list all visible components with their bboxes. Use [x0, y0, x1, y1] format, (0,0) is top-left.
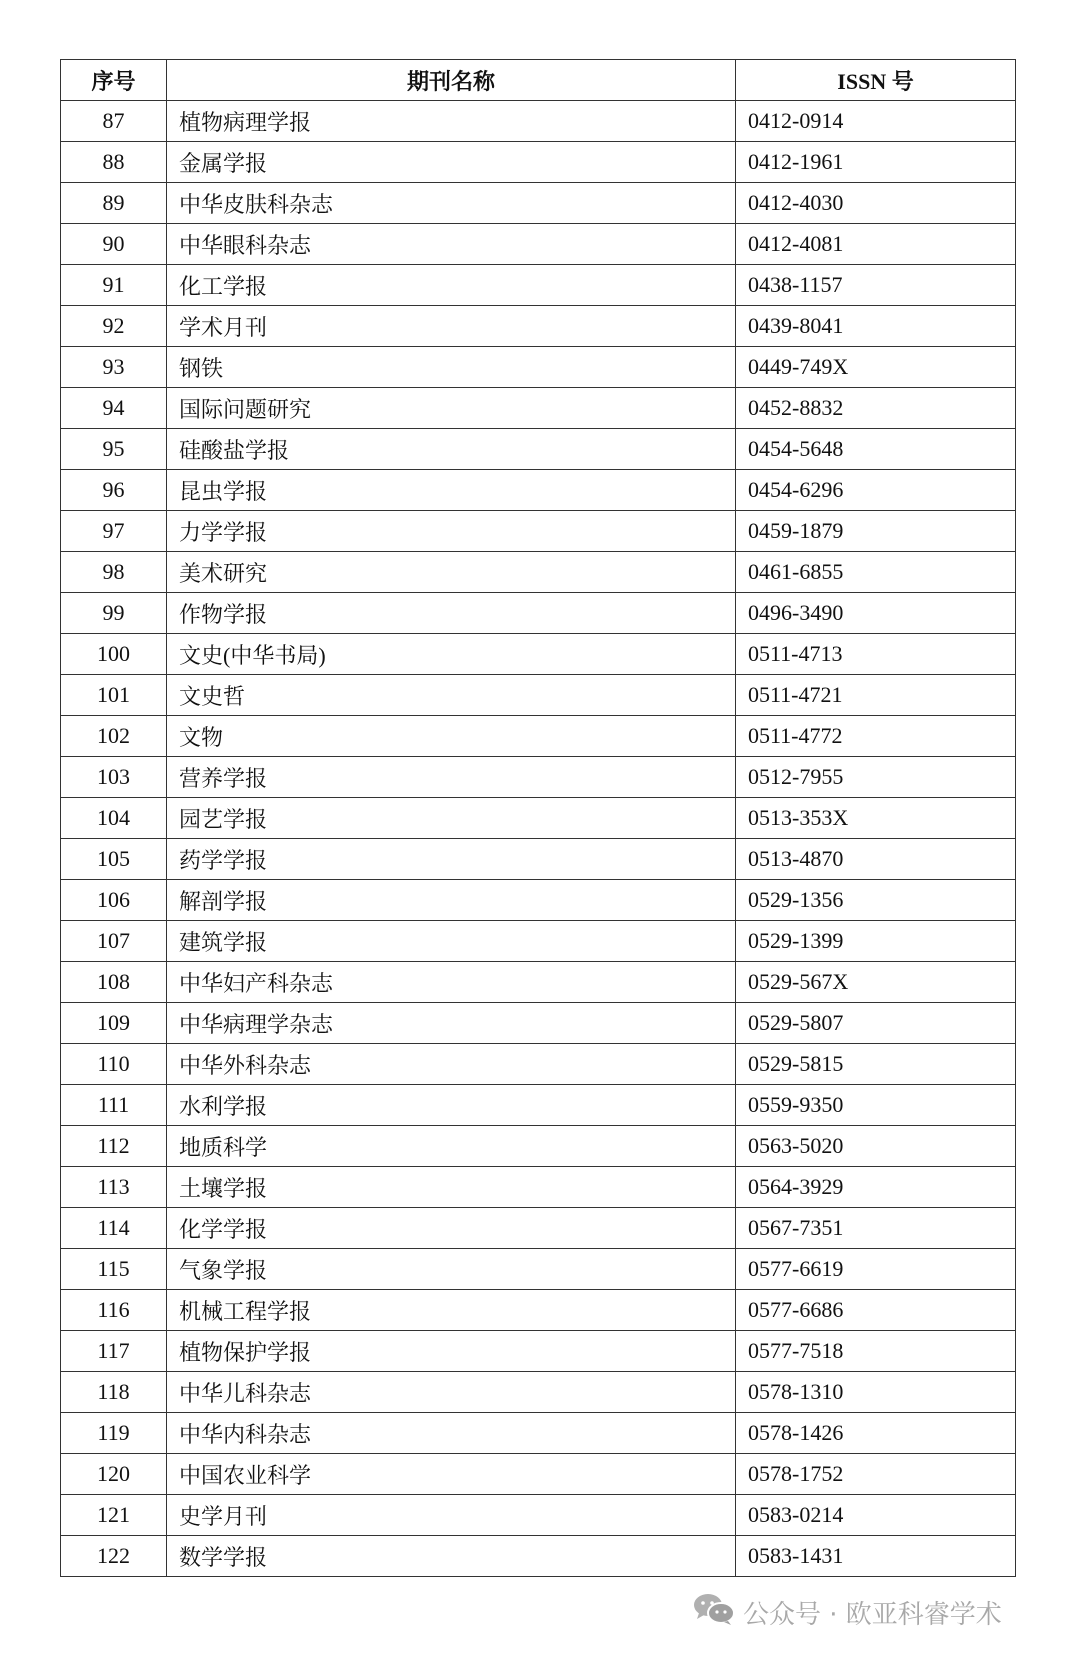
row-index: 116	[61, 1290, 167, 1331]
journal-name: 文史(中华书局)	[167, 634, 736, 675]
journal-name: 中国农业科学	[167, 1454, 736, 1495]
issn-value: 0496-3490	[736, 593, 1016, 634]
row-index: 87	[61, 101, 167, 142]
issn-value: 0459-1879	[736, 511, 1016, 552]
journal-name: 水利学报	[167, 1085, 736, 1126]
journal-name: 解剖学报	[167, 880, 736, 921]
row-index: 102	[61, 716, 167, 757]
table-row	[61, 716, 1016, 757]
table-row	[61, 1331, 1016, 1372]
table-row	[61, 1044, 1016, 1085]
issn-value: 0438-1157	[736, 265, 1016, 306]
issn-value: 0529-567X	[736, 962, 1016, 1003]
journal-name: 力学学报	[167, 511, 736, 552]
issn-value: 0559-9350	[736, 1085, 1016, 1126]
table-row	[61, 1372, 1016, 1413]
journal-name: 化学学报	[167, 1208, 736, 1249]
issn-value: 0512-7955	[736, 757, 1016, 798]
row-index: 104	[61, 798, 167, 839]
table-row	[61, 798, 1016, 839]
journal-name: 地质科学	[167, 1126, 736, 1167]
journal-name: 硅酸盐学报	[167, 429, 736, 470]
journal-name: 机械工程学报	[167, 1290, 736, 1331]
table-row	[61, 347, 1016, 388]
issn-value: 0529-5807	[736, 1003, 1016, 1044]
row-index: 110	[61, 1044, 167, 1085]
issn-value: 0412-4030	[736, 183, 1016, 224]
row-index: 119	[61, 1413, 167, 1454]
issn-value: 0511-4721	[736, 675, 1016, 716]
journal-name: 美术研究	[167, 552, 736, 593]
table-row	[61, 1290, 1016, 1331]
table-row	[61, 675, 1016, 716]
row-index: 92	[61, 306, 167, 347]
journal-name: 中华儿科杂志	[167, 1372, 736, 1413]
issn-value: 0439-8041	[736, 306, 1016, 347]
row-index: 90	[61, 224, 167, 265]
issn-value: 0564-3929	[736, 1167, 1016, 1208]
journal-name: 园艺学报	[167, 798, 736, 839]
issn-value: 0511-4713	[736, 634, 1016, 675]
table-row	[61, 142, 1016, 183]
table-row	[61, 183, 1016, 224]
journal-name: 植物病理学报	[167, 101, 736, 142]
journal-name: 化工学报	[167, 265, 736, 306]
issn-value: 0452-8832	[736, 388, 1016, 429]
row-index: 120	[61, 1454, 167, 1495]
row-index: 95	[61, 429, 167, 470]
issn-value: 0563-5020	[736, 1126, 1016, 1167]
journal-name: 中华眼科杂志	[167, 224, 736, 265]
journal-name: 国际问题研究	[167, 388, 736, 429]
issn-value: 0583-1431	[736, 1536, 1016, 1577]
journal-name: 学术月刊	[167, 306, 736, 347]
row-index: 88	[61, 142, 167, 183]
issn-value: 0454-6296	[736, 470, 1016, 511]
issn-value: 0578-1310	[736, 1372, 1016, 1413]
journal-name: 药学学报	[167, 839, 736, 880]
row-index: 93	[61, 347, 167, 388]
row-index: 99	[61, 593, 167, 634]
issn-value: 0529-5815	[736, 1044, 1016, 1085]
journal-name: 中华外科杂志	[167, 1044, 736, 1085]
row-index: 118	[61, 1372, 167, 1413]
row-index: 115	[61, 1249, 167, 1290]
journal-name: 中华皮肤科杂志	[167, 183, 736, 224]
journal-name: 建筑学报	[167, 921, 736, 962]
issn-value: 0577-6686	[736, 1290, 1016, 1331]
journal-name: 文物	[167, 716, 736, 757]
issn-value: 0449-749X	[736, 347, 1016, 388]
table-row	[61, 839, 1016, 880]
table-row	[61, 1454, 1016, 1495]
table-row	[61, 388, 1016, 429]
header-journal-name: 期刊名称	[167, 60, 736, 101]
row-index: 122	[61, 1536, 167, 1577]
issn-value: 0578-1752	[736, 1454, 1016, 1495]
row-index: 98	[61, 552, 167, 593]
header-issn: ISSN 号	[736, 60, 1016, 101]
table-row	[61, 962, 1016, 1003]
table-header-row	[61, 60, 1016, 101]
table-row	[61, 1085, 1016, 1126]
journal-name: 土壤学报	[167, 1167, 736, 1208]
row-index: 105	[61, 839, 167, 880]
table-row	[61, 880, 1016, 921]
row-index: 101	[61, 675, 167, 716]
journal-name: 中华内科杂志	[167, 1413, 736, 1454]
table-row	[61, 265, 1016, 306]
row-index: 114	[61, 1208, 167, 1249]
journal-name: 数学学报	[167, 1536, 736, 1577]
row-index: 103	[61, 757, 167, 798]
issn-value: 0412-4081	[736, 224, 1016, 265]
table-row	[61, 224, 1016, 265]
row-index: 106	[61, 880, 167, 921]
journal-name: 中华病理学杂志	[167, 1003, 736, 1044]
table-row	[61, 1167, 1016, 1208]
table-row	[61, 1208, 1016, 1249]
issn-value: 0578-1426	[736, 1413, 1016, 1454]
journal-name: 金属学报	[167, 142, 736, 183]
issn-value: 0511-4772	[736, 716, 1016, 757]
row-index: 97	[61, 511, 167, 552]
table-row	[61, 593, 1016, 634]
row-index: 117	[61, 1331, 167, 1372]
journal-name: 钢铁	[167, 347, 736, 388]
journal-name: 史学月刊	[167, 1495, 736, 1536]
table-row	[61, 1413, 1016, 1454]
issn-value: 0513-353X	[736, 798, 1016, 839]
table-row	[61, 1126, 1016, 1167]
row-index: 108	[61, 962, 167, 1003]
issn-value: 0529-1356	[736, 880, 1016, 921]
row-index: 91	[61, 265, 167, 306]
row-index: 89	[61, 183, 167, 224]
row-index: 112	[61, 1126, 167, 1167]
journal-name: 文史哲	[167, 675, 736, 716]
issn-value: 0583-0214	[736, 1495, 1016, 1536]
row-index: 96	[61, 470, 167, 511]
journal-name: 营养学报	[167, 757, 736, 798]
issn-value: 0529-1399	[736, 921, 1016, 962]
table-row	[61, 429, 1016, 470]
row-index: 100	[61, 634, 167, 675]
table-row	[61, 511, 1016, 552]
watermark-text: 公众号 · 欧亚科睿学术	[743, 1600, 1002, 1630]
row-index: 113	[61, 1167, 167, 1208]
issn-value: 0412-1961	[736, 142, 1016, 183]
issn-value: 0412-0914	[736, 101, 1016, 142]
table-row	[61, 552, 1016, 593]
row-index: 94	[61, 388, 167, 429]
table-row	[61, 921, 1016, 962]
journal-name: 昆虫学报	[167, 470, 736, 511]
issn-value: 0454-5648	[736, 429, 1016, 470]
issn-value: 0567-7351	[736, 1208, 1016, 1249]
table-row	[61, 1003, 1016, 1044]
table-row	[61, 1495, 1016, 1536]
issn-value: 0577-6619	[736, 1249, 1016, 1290]
table-row	[61, 101, 1016, 142]
row-index: 109	[61, 1003, 167, 1044]
row-index: 121	[61, 1495, 167, 1536]
wechat-icon	[693, 1592, 735, 1633]
table-row	[61, 757, 1016, 798]
issn-value: 0577-7518	[736, 1331, 1016, 1372]
row-index: 111	[61, 1085, 167, 1126]
table-row	[61, 634, 1016, 675]
issn-value: 0461-6855	[736, 552, 1016, 593]
journal-name: 气象学报	[167, 1249, 736, 1290]
journal-name: 中华妇产科杂志	[167, 962, 736, 1003]
journal-table	[60, 59, 1016, 1577]
issn-value: 0513-4870	[736, 839, 1016, 880]
header-index: 序号	[61, 60, 167, 101]
table-row	[61, 1536, 1016, 1577]
journal-name: 作物学报	[167, 593, 736, 634]
table-row	[61, 1249, 1016, 1290]
watermark	[693, 1592, 1002, 1633]
row-index: 107	[61, 921, 167, 962]
table-row	[61, 306, 1016, 347]
table-row	[61, 470, 1016, 511]
journal-name: 植物保护学报	[167, 1331, 736, 1372]
